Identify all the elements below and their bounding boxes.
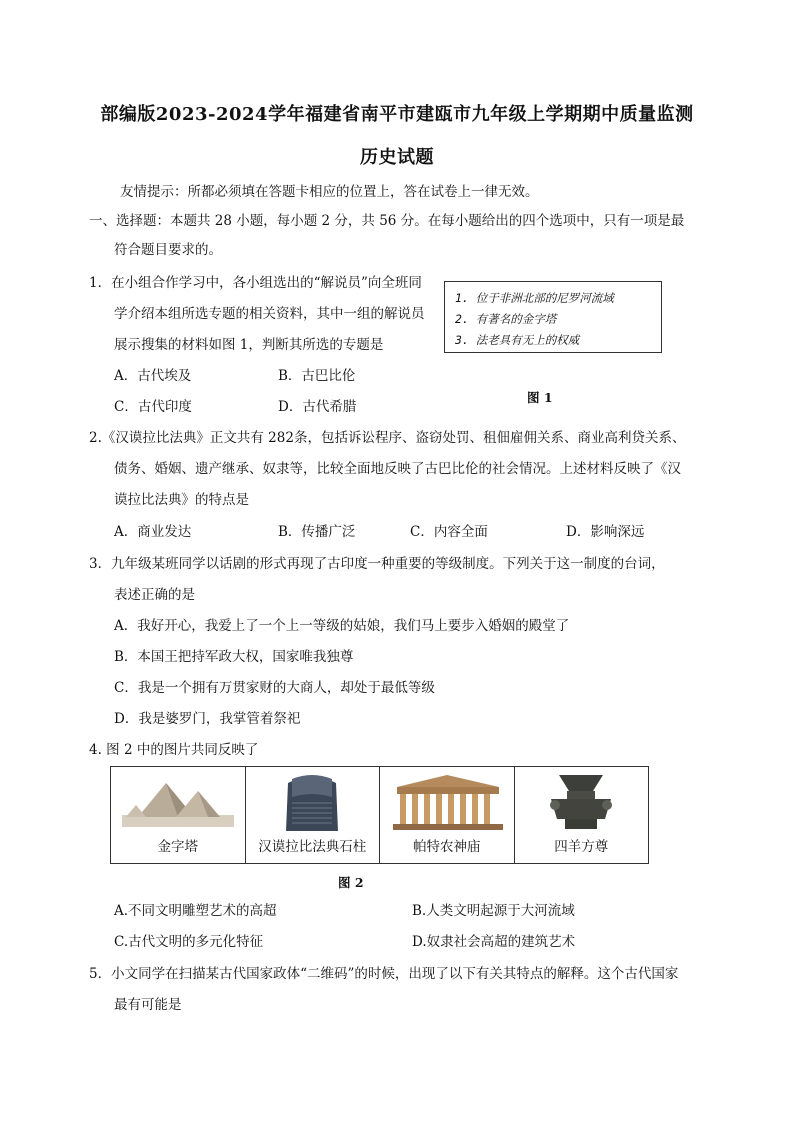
q2-option-d: D．影响深远 [566, 524, 645, 540]
section-heading-cont: 符合题目要求的。 [114, 242, 222, 258]
pyramid-image [118, 769, 238, 833]
parthenon-label: 帕特农神庙 [413, 839, 481, 855]
pyramid-label: 金字塔 [157, 839, 198, 855]
q4-option-b: B.人类文明起源于大河流域 [412, 903, 575, 919]
q1-stem-2: 学介绍本组所选专题的相关资料，其中一组的解说员 [114, 306, 425, 322]
q3-option-c: C．我是一个拥有万贯家财的大商人，却处于最低等级 [114, 680, 435, 696]
hammurabi-stele-image [252, 769, 372, 833]
figure-1-caption: 图 1 [527, 390, 553, 405]
q4-option-d: D.奴隶社会高超的建筑艺术 [412, 934, 576, 950]
figure-2-cell [246, 767, 381, 863]
exam-title: 部编版2023-2024学年福建省南平市建瓯市九年级上学期期中质量监测 [100, 104, 694, 125]
q2-stem: 2.《汉谟拉比法典》正文共有 282条，包括诉讼程序、盗窃处罚、租佃雇佣关系、商业高利贷关系、 [89, 430, 686, 446]
figure-2-table [110, 766, 649, 864]
q2-option-b: B．传播广泛 [278, 524, 356, 540]
figure-2-cell [515, 767, 649, 863]
q3-option-a: A．我好开心，我爱上了一个上一等级的姑娘，我们马上要步入婚姻的殿堂了 [114, 618, 570, 634]
q5-stem: 5．小文同学在扫描某古代国家政体“二维码”的时候，出现了以下有关其特点的解释。这个古代国家 [89, 966, 679, 982]
figure-2-cell [380, 767, 515, 863]
four-ram-square-zun-image [521, 769, 641, 833]
section-heading: 一、选择题：本题共 28 小题，每小题 2 分，共 56 分。在每小题给出的四个选项中，只有一项是最 [89, 213, 685, 229]
figure-2-caption: 图 2 [338, 875, 364, 890]
figure-1-item: 1. 位于非洲北部的尼罗河流域 [455, 291, 614, 305]
notice-text: 友情提示：所都必须填在答题卡相应的位置上，答在试卷上一律无效。 [120, 184, 539, 200]
exam-subject: 历史试题 [360, 147, 434, 168]
figure-1-item: 3. 法老具有无上的权威 [455, 333, 580, 347]
hammurabi-stele-label: 汉谟拉比法典石柱 [258, 839, 367, 855]
q4-option-a: A.不同文明雕塑艺术的高超 [114, 903, 277, 919]
q1-option-d: D．古代希腊 [278, 399, 357, 415]
figure-2-cell [111, 767, 246, 863]
q4-stem: 4. 图 2 中的图片共同反映了 [89, 742, 259, 758]
q3-stem-2: 表述正确的是 [114, 587, 195, 603]
parthenon-image [387, 769, 507, 833]
q1-option-a: A．古代埃及 [114, 368, 192, 384]
q2-stem-3: 谟拉比法典》的特点是 [114, 492, 249, 508]
figure-1-box [444, 281, 662, 353]
q2-option-a: A．商业发达 [114, 524, 192, 540]
q3-option-b: B．本国王把持军政大权，国家唯我独尊 [114, 649, 354, 665]
q1-stem-3: 展示搜集的材料如图 1，判断其所选的专题是 [114, 337, 384, 353]
q4-option-c: C.古代文明的多元化特征 [114, 934, 264, 950]
q2-stem-2: 债务、婚姻、遗产继承、奴隶等，比较全面地反映了古巴比伦的社会情况。上述材料反映了《汉 [114, 461, 681, 477]
q3-option-d: D．我是婆罗门，我掌管着祭祀 [114, 711, 301, 727]
q2-option-c: C．内容全面 [410, 524, 488, 540]
q3-stem: 3．九年级某班同学以话剧的形式再现了古印度一种重要的等级制度。下列关于这一制度的台词， [89, 556, 665, 572]
q1-option-c: C．古代印度 [114, 399, 192, 415]
q1-option-b: B．古巴比伦 [278, 368, 356, 384]
q1-stem: 1．在小组合作学习中，各小组选出的“解说员”向全班同 [89, 275, 422, 291]
q5-stem-2: 最有可能是 [114, 997, 182, 1013]
figure-1-item: 2. 有著名的金字塔 [455, 312, 557, 326]
four-ram-square-zun-label: 四羊方尊 [554, 839, 609, 855]
